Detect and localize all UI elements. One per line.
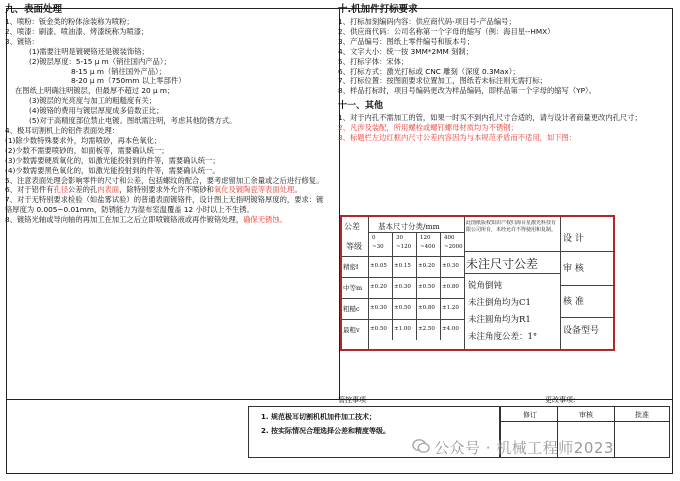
- range-high: ~400: [420, 244, 436, 250]
- surface-line: (1)需要注明是镀硬铬还是镀装饰铬；: [29, 46, 149, 56]
- surface-line: 8-20 μ m（750mm 以上零部件）: [71, 76, 186, 86]
- review-col: 审核: [579, 411, 593, 419]
- range-low: 400: [444, 235, 455, 241]
- copyright-notice: 此图纸版权知识产权归海目星激光科技有限公司所有，未经允许不得使用和复制。: [466, 220, 557, 233]
- mgmt-item-1: 1. 规范极耳切割机机加件加工技术；: [261, 413, 376, 421]
- grade-row-label: 中等m: [343, 284, 363, 292]
- range-high: ~30: [372, 244, 384, 250]
- title-block-label: 设备型号: [563, 326, 600, 336]
- section-title-surface: 九、表面处理: [5, 4, 63, 15]
- range-high: ~120: [396, 244, 412, 250]
- tolerance-value: ±1.20: [442, 305, 459, 311]
- tolerance-value: ±0.50: [394, 305, 411, 311]
- range-low: 30: [396, 235, 403, 241]
- unmarked-tolerance: 未注尺寸公差: [466, 257, 539, 271]
- marking-line: 4、文字大小：统一按 3MM*2MM 刻制；: [338, 46, 473, 56]
- tolerance-value: ±4.00: [442, 326, 459, 332]
- surface-line: (4)少数需要黑色氧化的，如激光能投射到的件等，需要确认统一。: [5, 165, 220, 175]
- grade-row-label: 最粗v: [343, 326, 360, 334]
- wechat-logo-icon: [412, 438, 430, 454]
- section-title-marking: 十.机加件打标要求: [338, 4, 418, 15]
- tolerance-value: ±0.50: [370, 326, 387, 332]
- tolerance-table-figure: [340, 215, 615, 351]
- other-item-1: 1、对于内孔不需加工的管，如果一时买不到内孔尺寸合适的，请与设计者商量更改内孔尺寸；: [338, 113, 642, 123]
- tolerance-value: ±0.05: [370, 263, 387, 269]
- surface-line: 8-15 μ m（销往国外产品）；: [71, 66, 166, 76]
- marking-line: 6、打标方式：激光打标或 CNC 雕刻（深度 0.3Max）；: [338, 66, 520, 76]
- tolerance-value: ±0.30: [370, 305, 387, 311]
- approve-col: 批准: [635, 411, 649, 419]
- surface-line: (3)镀层的光亮度与加工的粗糙度有关；: [29, 96, 157, 106]
- surface-line: 1、喷粉：钣金类的粉体涂装称为喷粉；: [5, 17, 134, 26]
- tolerance-value: ±0.15: [394, 263, 411, 269]
- tolerance-value: ±0.50: [418, 284, 435, 290]
- surface-line: 2、喷漆：刷漆、喷油漆、烤漆统称为喷漆；: [5, 26, 149, 36]
- size-header: 基本尺寸分类/mm: [378, 222, 440, 231]
- tolerance-value: ±0.30: [394, 284, 411, 290]
- tolerance-value: ±2.50: [418, 326, 435, 332]
- tolerance-value: ±1.00: [394, 326, 411, 332]
- tolerance-value: ±0.30: [442, 263, 459, 269]
- surface-line: (5)对于高精度部位禁止电镀。图纸需注明，考虑其他防锈方式。: [29, 116, 237, 126]
- change-title: 更改事项:: [545, 396, 576, 404]
- chamfer-note: 未注圆角均为R1: [468, 315, 531, 325]
- marking-line: 2、供应商代码：公司名称第一个字母的缩写（例：海目星--HMX）: [338, 26, 555, 36]
- marking-line: 3、产品编号：图纸上零件编号和版本号；: [338, 36, 474, 46]
- chamfer-note: 未注角度公差：1°: [468, 332, 538, 342]
- range-low: 120: [420, 235, 431, 241]
- level-header: 等级: [346, 242, 362, 251]
- title-block-label: 核 准: [563, 297, 584, 307]
- mgmt-item-2: 2. 按实际情况合理选择公差和精度等级。: [261, 427, 390, 435]
- surface-line: 4、极耳切割机上的铝件表面处理：: [5, 125, 120, 135]
- surface-treatment-section: [5, 4, 327, 225]
- surface-line: (3)少数需要硬质氧化的，如激光能投射到的件等，需要确认统一；: [5, 155, 220, 165]
- title-block-label: 审 核: [563, 264, 584, 274]
- surface-line: (2)少数不需要喷砂的，如面板等，需要确认统一；: [5, 145, 169, 155]
- other-item-3: 3、标题栏左边红框内尺寸公差内容因为与本规范矛盾而不适用，如下图：: [338, 133, 577, 143]
- mgmt-title: 管控事项: [338, 396, 366, 404]
- revise-col: 修订: [523, 411, 537, 419]
- other-item-2: 2、凡涉及装配，所用螺栓或螺钉螺母材质均为不锈钢；: [338, 123, 518, 133]
- marking-line: 8、样品打标时，项目号编码更改为样品编码，即样品第一个字母的缩写（YP）。: [338, 86, 596, 96]
- marking-section: [338, 4, 662, 143]
- chamfer-note: 未注倒角均为C1: [468, 298, 531, 308]
- section-title-other: 十一、其他: [338, 101, 384, 112]
- tolerance-value: ±0.20: [370, 284, 387, 290]
- item-7: 7、对于无特别要求检验（如盐雾试验）的普通表面镀铬件，设计图上无指明镀铬厚度的，要求：镀铬厚度为 0.005~0.01mm，防锈能力为湿布室温覆盖 12 小时以上不生锈。: [5, 195, 324, 215]
- tolerance-value: ±0.80: [442, 284, 459, 290]
- grade-header: 公差: [344, 222, 360, 231]
- title-block-label: 设 计: [563, 234, 584, 244]
- surface-line: (2)镀层厚度：5-15 μ m（销往国内产品）；: [29, 56, 171, 66]
- surface-line: 5、注意表面处理会影响零件的尺寸和公差，包括螺纹的配合，要考虑留加工余量或之后进行修复。: [5, 175, 324, 185]
- surface-line: (1)除少数特殊要求外，均需喷砂，再本色氧化；: [5, 135, 162, 145]
- surface-line: 在图纸上明确注明镀层，但最厚不超过 20 μ m；: [15, 86, 175, 96]
- grade-row-label: 精密f: [343, 263, 359, 271]
- marking-line: 1、打标加刻编码内容：供应商代码-项目号-产品编号；: [338, 17, 516, 26]
- grade-row-label: 粗糙c: [343, 305, 360, 313]
- item-6: 6、对于铝件有孔径公差的孔内表面，除特别要求外允许不喷砂和氧化及镀陶瓷等表面处理。: [5, 185, 302, 195]
- item-8: 8、镀铬光轴或导向轴的再加工在加工之后立即喷镀铬液或再作镀铬处理，确保无锈蚀。: [5, 215, 287, 225]
- surface-line: (4)镀铬的费用与镀层厚度成多倍数正比；: [29, 106, 164, 116]
- marking-line: 7、打标位置：按图面要求位置加工，图纸若未标注则无需打标；: [338, 76, 547, 86]
- tolerance-value: ±0.20: [418, 263, 435, 269]
- range-high: ~2000: [444, 244, 463, 250]
- range-low: 0: [372, 235, 376, 241]
- watermark-text: 公众号 · 机械工程师2023: [434, 439, 614, 457]
- surface-line: 3、镀铬：: [5, 36, 39, 46]
- tolerance-value: ±0.80: [418, 305, 435, 311]
- chamfer-note: 锐角倒钝: [468, 281, 503, 291]
- marking-line: 5、打标字体：宋体；: [338, 56, 409, 66]
